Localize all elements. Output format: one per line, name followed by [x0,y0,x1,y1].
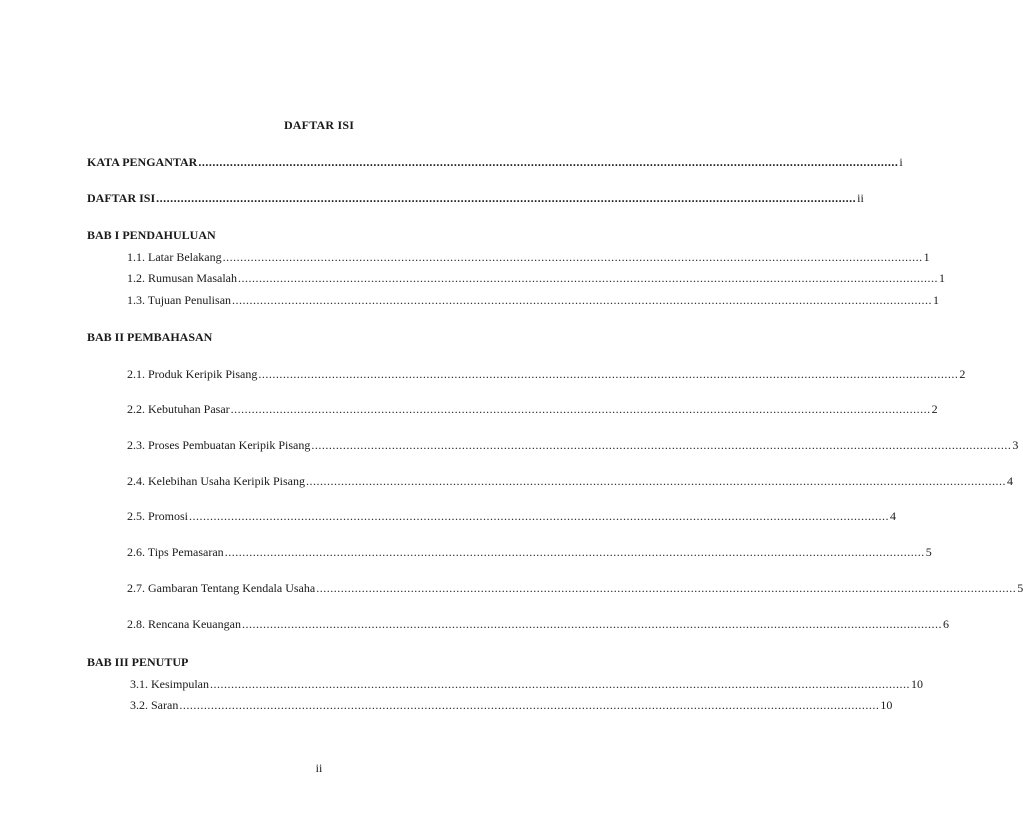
toc-item-1-1[interactable] [127,250,930,264]
dot-leader: ........................................................................................................................................................................................................ [210,677,910,691]
toc-item-2-6[interactable] [127,545,932,559]
toc-item-page: 10 [911,677,923,691]
toc-entry-page: ii [857,191,864,205]
dot-leader: ........................................................................................................................................................................................................ [179,698,880,712]
toc-item-1-2[interactable] [127,271,945,285]
toc-item-label: 3.1. Kesimpulan [130,677,209,691]
dot-leader: ........................................................................................................................................................................................................ [224,545,925,559]
toc-item-label: 2.4. Kelebihan Usaha Keripik Pisang [127,474,305,488]
chapter-heading-bab-1: BAB I PENDAHULUAN [87,228,216,242]
dot-leader: ........................................................................................................................................................................................................ [222,250,923,264]
page-number: ii [315,761,323,775]
dot-leader: ........................................................................................................................................................................................................ [198,155,899,169]
toc-item-page: 2 [931,402,938,416]
toc-entry-kata-pengantar[interactable] [87,155,903,169]
toc-item-label: 2.1. Produk Keripik Pisang [127,367,258,381]
toc-item-2-8[interactable] [127,617,949,631]
toc-entry-page: i [899,155,903,169]
dot-leader: ........................................................................................................................................................................................................ [238,271,938,285]
toc-item-2-2[interactable] [127,402,938,416]
toc-item-label: 2.2. Kebutuhan Pasar [127,402,230,416]
toc-item-label: 1.2. Rumusan Masalah [127,271,237,285]
toc-item-page: 2 [959,367,966,381]
toc-item-2-1[interactable] [127,367,966,381]
toc-item-page: 4 [890,509,897,523]
toc-item-page: 5 [1017,581,1023,595]
toc-item-page: 10 [880,698,893,712]
toc-item-label: 1.3. Tujuan Penulisan [127,293,232,307]
toc-item-label: 3.2. Saran [130,698,179,712]
toc-item-2-5[interactable] [127,509,897,523]
toc-item-2-4[interactable] [127,474,1013,488]
toc-item-2-3[interactable] [127,438,1019,452]
toc-item-label: 2.3. Proses Pembuatan Keripik Pisang [127,438,311,452]
dot-leader: ........................................................................................................................................................................................................ [189,509,890,523]
dot-leader: ........................................................................................................................................................................................................ [156,191,857,205]
toc-item-page: 1 [923,250,930,264]
toc-item-3-2[interactable] [130,698,893,712]
dot-leader: ........................................................................................................................................................................................................ [316,581,1017,595]
toc-entry-daftar-isi[interactable] [87,191,864,205]
toc-entry-label: KATA PENGANTAR [87,155,198,169]
toc-item-page: 3 [1012,438,1019,452]
toc-item-label: 2.6. Tips Pemasaran [127,545,224,559]
toc-item-page: 1 [933,293,940,307]
dot-leader: ........................................................................................................................................................................................................ [311,438,1012,452]
toc-item-label: 2.8. Rencana Keuangan [127,617,241,631]
toc-item-1-3[interactable] [127,293,940,307]
dot-leader: ........................................................................................................................................................................................................ [230,402,931,416]
toc-entry-label: DAFTAR ISI [87,191,156,205]
dot-leader: ........................................................................................................................................................................................................ [241,617,942,631]
toc-item-page: 1 [939,271,945,285]
toc-item-label: 2.5. Promosi [127,509,189,523]
chapter-heading-bab-3: BAB III PENUTUP [87,655,189,669]
toc-item-2-7[interactable] [127,581,1023,595]
toc-item-page: 6 [942,617,949,631]
dot-leader: ........................................................................................................................................................................................................ [258,367,959,381]
toc-item-label: 2.7. Gambaran Tentang Kendala Usaha [127,581,316,595]
chapter-heading-bab-2: BAB II PEMBAHASAN [87,330,213,344]
toc-item-page: 5 [925,545,932,559]
toc-item-page: 4 [1006,474,1013,488]
toc-item-label: 1.1. Latar Belakang [127,250,222,264]
dot-leader: ........................................................................................................................................................................................................ [305,474,1006,488]
page-title: DAFTAR ISI [283,118,355,132]
toc-item-3-1[interactable] [130,677,923,691]
dot-leader: ........................................................................................................................................................................................................ [232,293,933,307]
